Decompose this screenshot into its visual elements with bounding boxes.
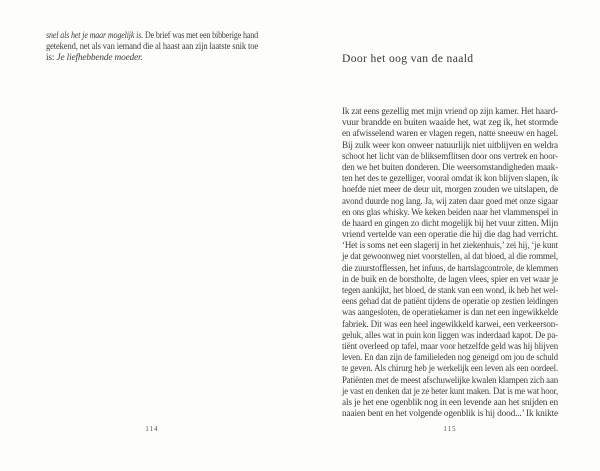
- text-line: die zuurstofflessen, het infuus, de hartslagcontrole, de klemmen: [342, 263, 558, 274]
- text-line: getekend, net als van iemand die al haast aan zijn laatste snik toe: [46, 42, 258, 53]
- text-line: leven. En dan zijn de familieleden nog geneigd om jou de schuld: [342, 353, 558, 364]
- text-line: je vast en denken dat je ze beter kunt maken. Dat is me wat hoor,: [342, 386, 558, 397]
- text-line: is: Je liefhebbende moeder.: [46, 53, 143, 64]
- text-line: vriend vertelde van een operatie die hij die dag had verricht.: [342, 230, 558, 241]
- page-number-right: 115: [443, 426, 457, 433]
- text-line: eens gehad dat de patiënt tijdens de operatie op zestien leidingen: [342, 297, 558, 308]
- text-line: den we het buiten donderen. Die weersomstandigheden maak-: [342, 162, 558, 173]
- text-line: ‘Het is soms net een slagerij in het ziekenhuis,’ zei hij, ‘je kunt: [342, 241, 558, 252]
- text-line: vuur brandde en buiten waaide het, wat zeg ik, het stormde: [342, 118, 558, 129]
- text-line: in de buik en de borstholte, de lagen vlees, spier en vet waar je: [342, 274, 558, 285]
- text-line: naaien bent en het volgende ogenblik is hij dood...’ Ik knikte: [342, 409, 558, 420]
- text-line: tiënt overleed op tafel, maar voor hetzelfde geld was hij blijven: [342, 341, 558, 352]
- text-line: avond duurde nog lang. Ja, wij zaten daar goed met onze sigaar: [342, 196, 558, 207]
- text-line: ten het des te gezelliger, vooral omdat ik kon blijven slapen, ik: [342, 174, 558, 185]
- text-line: geluk, alles wat in puin kon liggen was inderdaad kapot. De pa-: [342, 330, 558, 341]
- text-line: en afwisselend waren er vlagen regen, natte sneeuw en hagel.: [342, 129, 558, 140]
- text-line: was aangesloten, de operatiekamer is dan net een ingewikkelde: [342, 308, 558, 319]
- text-line: als je het ene ogenblik nog in een levende aan het snijden en: [342, 397, 558, 408]
- right-page: [300, 0, 600, 471]
- text-line: Patiënten met de meest afschuwelijke kwalen klampen zich aan: [342, 375, 558, 386]
- text-line: schoot het licht van de bliksemflitsen door ons vertrek en hoor-: [342, 151, 558, 162]
- text-line: Bij zulk weer kon onweer natuurlijk niet uitblijven en weldra: [342, 140, 558, 151]
- text-line: te geven. Als chirurg heb je werkelijk een leven als een oordeel.: [342, 364, 558, 375]
- text-line: Ik zat eens gezellig met mijn vriend op zijn kamer. Het haard-: [342, 107, 558, 117]
- text-line: fabriek. Dit was een heel ingewikkeld karwei, een verkeerson-: [342, 319, 558, 330]
- text-line: hoefde niet meer de deur uit, morgen zouden we uitslapen, de: [342, 185, 558, 196]
- text-line: je dat gewoonweg niet voorstellen, al dat bloed, al die rommel,: [342, 252, 558, 263]
- letter-excerpt: [46, 28, 258, 62]
- text-line: de haard en gingen zo dicht mogelijk bij het vuur zitten. Mijn: [342, 218, 558, 229]
- chapter-body: [342, 104, 558, 420]
- page-number-left: 114: [145, 426, 159, 433]
- text-line: en ons glas whisky. We keken beiden naar het vlammenspel in: [342, 207, 558, 218]
- chapter-title: Door het oog van de naald: [342, 52, 474, 65]
- text-line: tegen aankijkt, het bloed, de stank van een wond, ik heb het wel-: [342, 286, 558, 296]
- text-line: snel als het je maar mogelijk is. De brief was met een bibberige hand: [46, 31, 258, 41]
